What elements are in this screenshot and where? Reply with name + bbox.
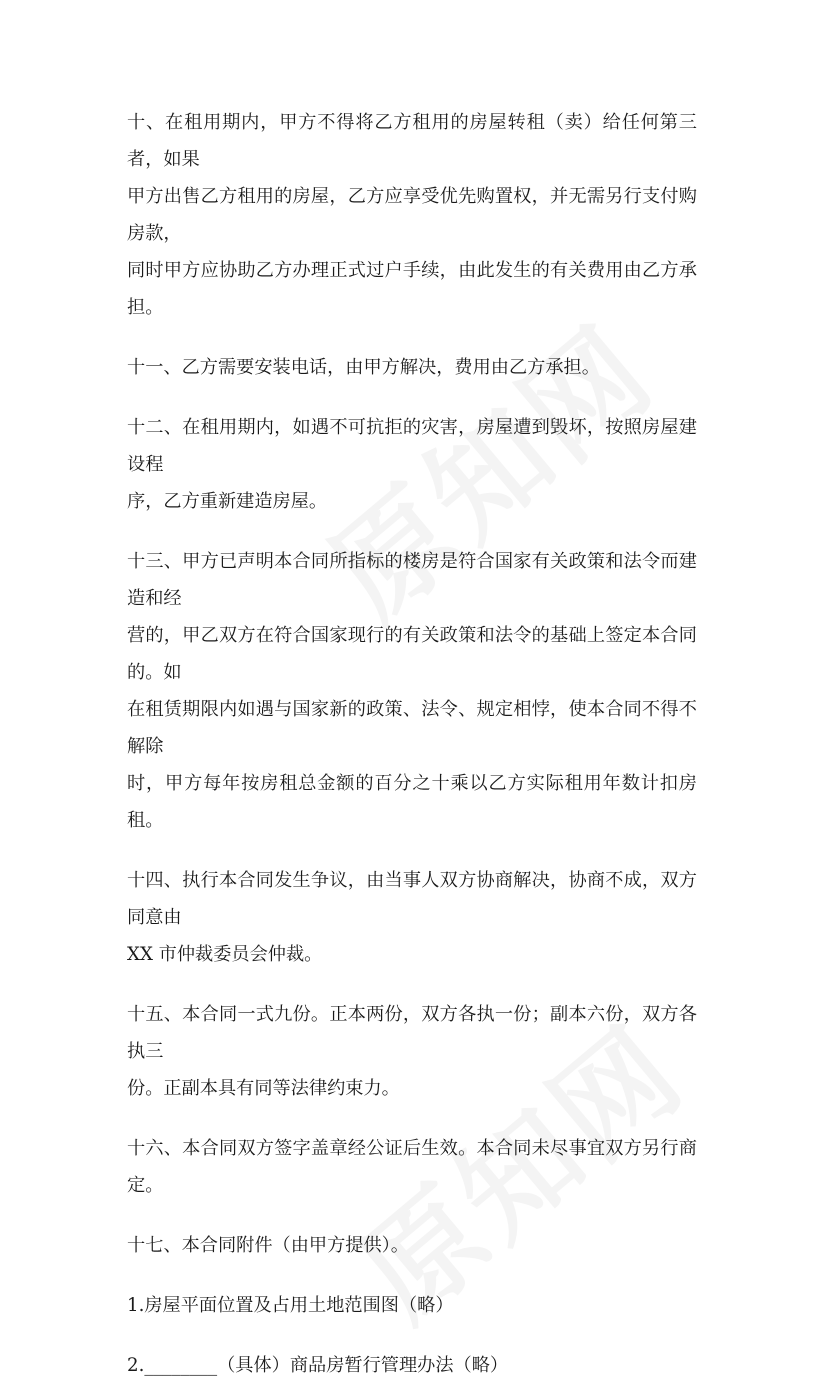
clause-16 bbox=[127, 1130, 697, 1204]
clause-10 bbox=[127, 104, 697, 326]
text-line: 十五、本合同一式九份。正本两份，双方各执一份；副本六份，双方各执三 bbox=[127, 1004, 697, 1062]
text-line: 甲方出售乙方租用的房屋，乙方应享受优先购置权，并无需另行支付购房款， bbox=[127, 186, 697, 244]
text-line: 十三、甲方已声明本合同所指标的楼房是符合国家有关政策和法令而建造和经 bbox=[127, 551, 697, 609]
text-line: 时，甲方每年按房租总金额的百分之十乘以乙方实际租用年数计扣房租。 bbox=[127, 773, 697, 831]
attachment-1 bbox=[127, 1287, 697, 1324]
clause-15 bbox=[127, 996, 697, 1107]
text-line: 1.房屋平面位置及占用土地范围图（略） bbox=[127, 1295, 454, 1316]
text-line: 在租赁期限内如遇与国家新的政策、法令、规定相悖，使本合同不得不解除 bbox=[127, 699, 697, 757]
text-line: 序，乙方重新建造房屋。 bbox=[127, 491, 328, 512]
text-line: 十四、执行本合同发生争议，由当事人双方协商解决，协商不成，双方同意由 bbox=[127, 870, 697, 928]
document-body bbox=[127, 104, 697, 1384]
clause-14 bbox=[127, 862, 697, 973]
text-line: 十二、在租用期内，如遇不可抗拒的灾害，房屋遭到毁坏，按照房屋建设程 bbox=[127, 417, 697, 475]
text-line: 十六、本合同双方签字盖章经公证后生效。本合同未尽事宜双方另行商定。 bbox=[127, 1138, 697, 1196]
text-line: 十一、乙方需要安装电话，由甲方解决，费用由乙方承担。 bbox=[127, 357, 600, 378]
text-line: 2.________（具体）商品房暂行管理办法（略） bbox=[127, 1355, 509, 1376]
text-line: 十七、本合同附件（由甲方提供）。 bbox=[127, 1235, 409, 1256]
text-line: 营的，甲乙双方在符合国家现行的有关政策和法令的基础上签定本合同的。如 bbox=[127, 625, 697, 683]
clause-17 bbox=[127, 1227, 697, 1264]
text-line: 同时甲方应协助乙方办理正式过户手续，由此发生的有关费用由乙方承担。 bbox=[127, 260, 697, 318]
text-line: 份。正副本具有同等法律约束力。 bbox=[127, 1078, 400, 1099]
clause-12 bbox=[127, 409, 697, 520]
clause-13 bbox=[127, 543, 697, 839]
attachment-2 bbox=[127, 1347, 697, 1384]
clause-11 bbox=[127, 349, 697, 386]
text-line: XX 市仲裁委员会仲裁。 bbox=[127, 944, 323, 965]
text-line: 十、在租用期内，甲方不得将乙方租用的房屋转租（卖）给任何第三者，如果 bbox=[127, 112, 697, 170]
